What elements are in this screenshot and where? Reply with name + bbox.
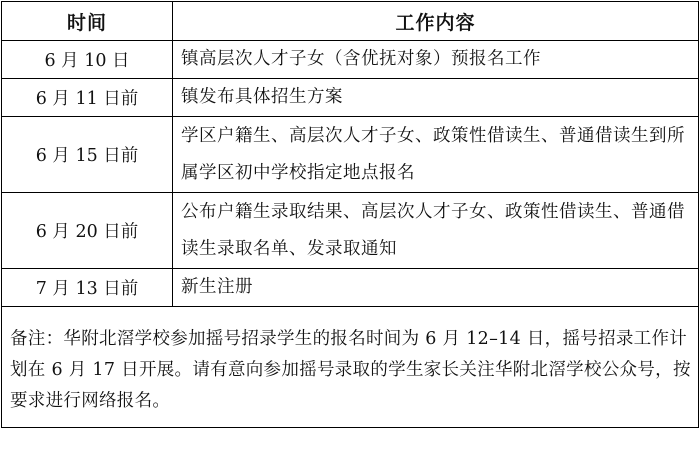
table-row: [2, 193, 699, 269]
note-row: [2, 307, 699, 428]
remarks-note: 备注：华附北滘学校参加摇号招录学生的报名时间为 6 月 12–14 日，摇号招录工作计划在 6 月 17 日开展。请有意向参加摇号录取的学生家长关注华附北滘学校公众号，按要求进行网络报名。: [2, 307, 699, 428]
table-header-row: [2, 2, 699, 41]
row-time: 6 月 15 日前: [2, 117, 173, 193]
row-time: 7 月 13 日前: [2, 269, 173, 307]
table-row: [2, 79, 699, 117]
enrollment-schedule-table: [1, 1, 699, 428]
header-time: 时间: [2, 2, 173, 41]
row-content: 新生注册: [173, 269, 699, 307]
row-content: 镇发布具体招生方案: [173, 79, 699, 117]
row-time: 6 月 20 日前: [2, 193, 173, 269]
header-work-content: 工作内容: [173, 2, 699, 41]
table-row: [2, 117, 699, 193]
row-content: 学区户籍生、高层次人才子女、政策性借读生、普通借读生到所属学区初中学校指定地点报名: [173, 117, 699, 193]
table-row: [2, 269, 699, 307]
row-time: 6 月 10 日: [2, 41, 173, 79]
row-time: 6 月 11 日前: [2, 79, 173, 117]
table-row: [2, 41, 699, 79]
row-content: 公布户籍生录取结果、高层次人才子女、政策性借读生、普通借读生录取名单、发录取通知: [173, 193, 699, 269]
row-content: 镇高层次人才子女（含优抚对象）预报名工作: [173, 41, 699, 79]
